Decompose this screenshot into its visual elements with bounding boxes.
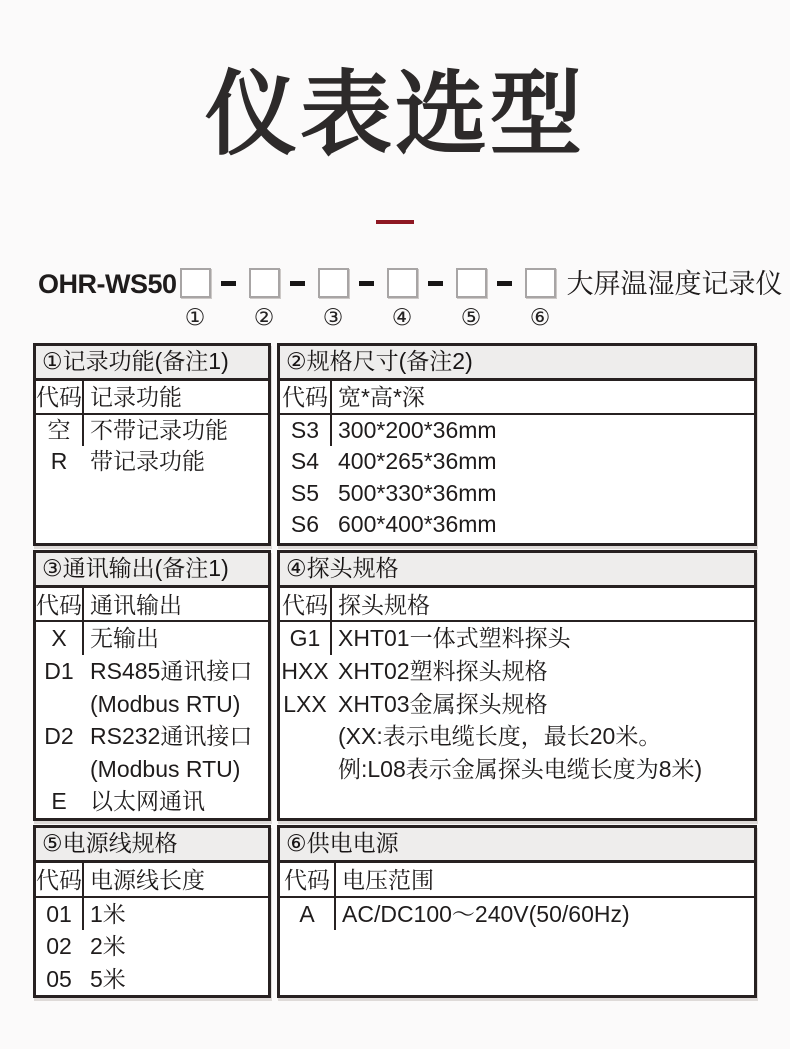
code-cell: E <box>51 788 67 815</box>
section-title: ①记录功能(备注1) <box>36 346 268 381</box>
value-column <box>84 898 268 992</box>
value-cell: 5米 <box>90 965 126 992</box>
section-title: ⑥供电电源 <box>280 828 754 863</box>
code-cell <box>280 753 330 786</box>
selection-box-2 <box>249 268 280 298</box>
section-title: ②规格尺寸(备注2) <box>280 346 754 381</box>
table-body <box>36 898 268 995</box>
value-cell: XHT03金属探头规格 <box>338 690 548 717</box>
value-column <box>332 622 754 782</box>
position-number-1: ① <box>184 304 206 331</box>
table-body <box>36 622 268 818</box>
dash-separator <box>221 281 236 286</box>
code-cell: 05 <box>46 965 72 992</box>
code-position-1 <box>180 268 211 329</box>
code-header-cell: 代码 <box>280 588 332 621</box>
value-column <box>84 415 268 475</box>
code-cell <box>36 688 82 721</box>
section-1-table <box>33 343 271 546</box>
code-cell: 空 <box>47 416 71 443</box>
code-column <box>280 898 336 930</box>
code-position-6 <box>525 268 556 329</box>
code-cell: HXX <box>281 658 329 685</box>
section-5-table <box>33 825 271 997</box>
section-2-table <box>277 343 757 546</box>
value-column <box>332 415 754 538</box>
column-header-row <box>36 381 268 415</box>
column-header-row <box>280 863 754 897</box>
code-column <box>36 898 84 992</box>
value-cell: 以太网通讯 <box>90 788 205 815</box>
code-position-5 <box>456 268 487 329</box>
code-cell: 02 <box>46 933 72 960</box>
position-number-4: ④ <box>391 304 413 331</box>
value-cell: 500*330*36mm <box>338 479 497 506</box>
code-cell: D2 <box>44 723 74 750</box>
dash-separator <box>359 281 374 286</box>
dash-separator <box>290 281 305 286</box>
column-header-row <box>280 381 754 415</box>
value-cell: AC/DC100～240V(50/60Hz) <box>342 900 630 927</box>
value-header-cell: 通讯输出 <box>90 591 182 618</box>
section-6-table <box>277 825 757 997</box>
value-column <box>336 898 754 930</box>
selection-tables <box>33 343 757 997</box>
code-header-cell: 代码 <box>280 381 332 413</box>
section-title: ⑤电源线规格 <box>36 828 268 863</box>
value-cell: 例:L08表示金属探头电缆长度为8米) <box>338 755 703 782</box>
value-column <box>84 622 268 815</box>
value-cell: (Modbus RTU) <box>90 755 241 782</box>
position-number-2: ② <box>253 304 275 331</box>
code-position-4 <box>387 268 418 329</box>
value-cell: 300*200*36mm <box>338 416 497 443</box>
section-row-3-4 <box>33 550 757 822</box>
code-cell: X <box>51 625 67 652</box>
code-cell: LXX <box>283 690 327 717</box>
product-name: 大屏温湿度记录仪 <box>566 269 783 300</box>
code-cell <box>36 753 82 786</box>
table-body <box>36 415 268 543</box>
value-header-cell: 记录功能 <box>90 384 182 411</box>
value-cell: XHT02塑料探头规格 <box>338 658 548 685</box>
value-cell: RS232通讯接口 <box>90 723 253 750</box>
code-cell: S3 <box>290 416 320 443</box>
section-title: ④探头规格 <box>280 553 754 588</box>
selection-box-3 <box>318 268 349 298</box>
section-3-table <box>33 550 271 822</box>
value-cell: 无输出 <box>90 625 159 652</box>
section-row-5-6 <box>33 825 757 997</box>
section-title: ③通讯输出(备注1) <box>36 553 268 588</box>
column-header-row <box>36 863 268 897</box>
model-prefix: OHR-WS50 <box>38 269 177 300</box>
table-body <box>280 415 754 543</box>
selection-box-1 <box>180 268 211 298</box>
value-header-cell: 探头规格 <box>338 591 430 618</box>
value-cell: 不带记录功能 <box>90 416 228 443</box>
code-header-cell: 代码 <box>280 863 336 895</box>
code-cell: G1 <box>289 625 321 652</box>
code-cell: A <box>299 900 315 927</box>
code-header-cell: 代码 <box>36 381 84 413</box>
position-number-3: ③ <box>322 304 344 331</box>
code-cell: S6 <box>290 511 320 538</box>
code-cell: 01 <box>46 900 72 927</box>
selection-box-5 <box>456 268 487 298</box>
code-header-cell: 代码 <box>36 863 84 895</box>
dash-separator <box>428 281 443 286</box>
section-row-1-2 <box>33 343 757 546</box>
selection-box-6 <box>525 268 556 298</box>
value-header-cell: 电压范围 <box>342 867 434 894</box>
code-header-cell: 代码 <box>36 588 84 621</box>
column-header-row <box>36 588 268 623</box>
value-cell: RS485通讯接口 <box>90 658 253 685</box>
value-header-cell: 电源线长度 <box>90 867 205 894</box>
table-body <box>280 622 754 818</box>
position-number-5: ⑤ <box>460 304 482 331</box>
value-cell: 2米 <box>90 933 126 960</box>
value-cell: (XX:表示电缆长度，最长20米。 <box>338 723 662 750</box>
code-cell: D1 <box>44 658 74 685</box>
code-column <box>280 622 332 717</box>
value-cell: 1米 <box>90 900 126 927</box>
value-cell: (Modbus RTU) <box>90 690 241 717</box>
code-column <box>36 415 84 475</box>
dash-separator <box>497 281 512 286</box>
value-cell: 带记录功能 <box>90 448 205 475</box>
code-cell: S4 <box>290 448 320 475</box>
code-column <box>36 622 84 815</box>
value-cell: 400*265*36mm <box>338 448 497 475</box>
page-title: 仪表选型 <box>204 64 585 166</box>
position-number-6: ⑥ <box>529 304 551 331</box>
code-column <box>280 415 332 538</box>
selection-box-4 <box>387 268 418 298</box>
value-cell: 600*400*36mm <box>338 511 497 538</box>
code-cell: S5 <box>290 479 320 506</box>
code-position-3 <box>318 268 349 329</box>
value-header-cell: 宽*高*深 <box>338 384 425 411</box>
column-header-row <box>280 588 754 623</box>
ordering-code-row <box>38 268 790 329</box>
section-4-table <box>277 550 757 822</box>
accent-divider <box>376 220 414 224</box>
code-cell <box>280 720 330 753</box>
code-position-2 <box>249 268 280 329</box>
value-cell: XHT01一体式塑料探头 <box>338 625 571 652</box>
table-body <box>280 898 754 995</box>
code-cell: R <box>50 448 68 475</box>
